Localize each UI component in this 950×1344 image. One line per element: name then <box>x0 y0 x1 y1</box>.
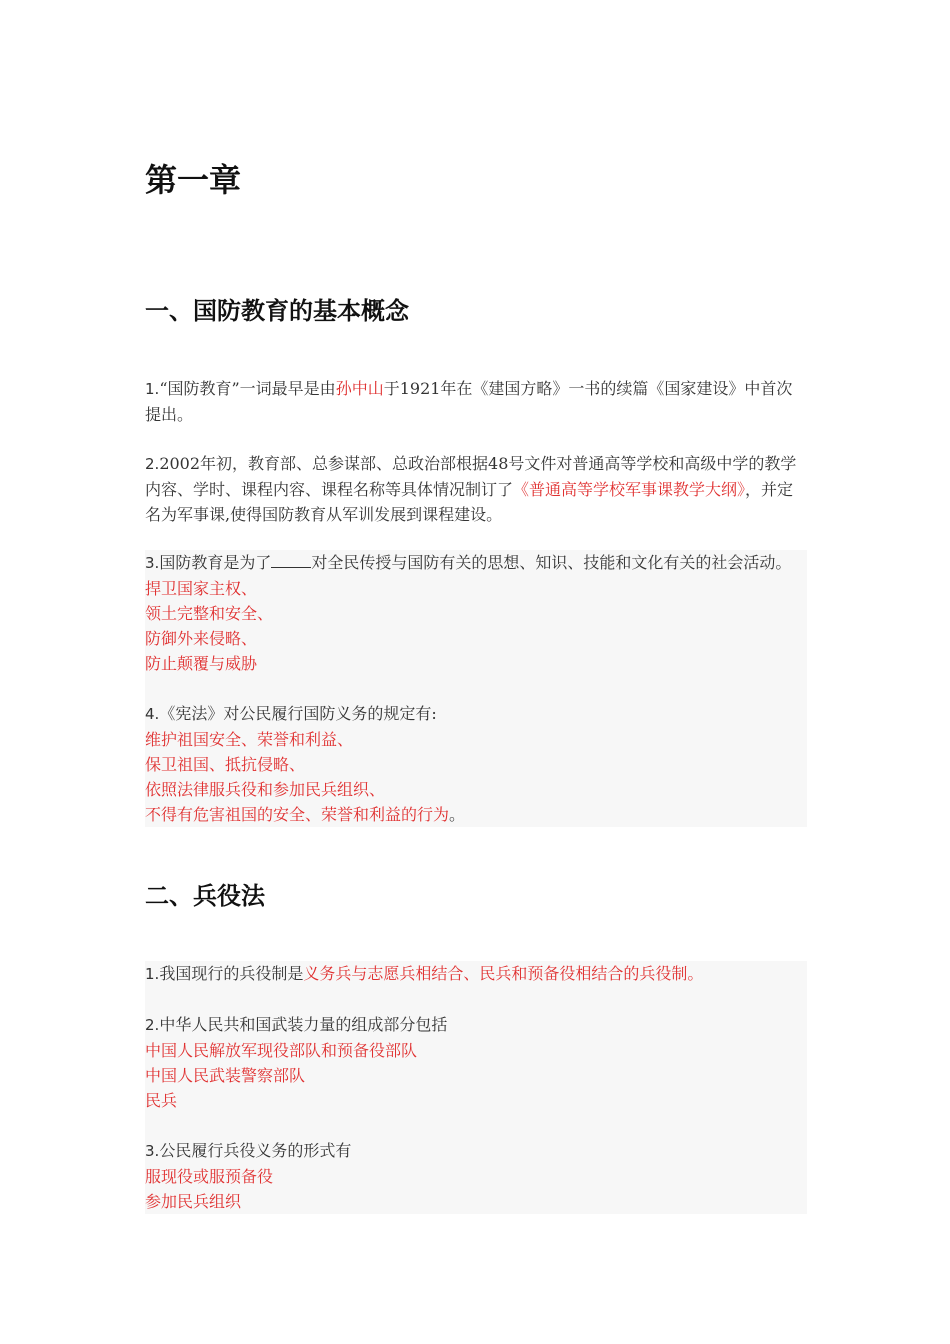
answer-line: 服现役或服预备役 <box>145 1167 274 1186</box>
answer-line: 参加民兵组织 <box>145 1192 242 1211</box>
question-number: 3. <box>145 554 160 572</box>
question-1-3 <box>145 550 807 676</box>
question-text: ，并定名为军事课,使得国防教育从军训发展到课程建设。 <box>145 480 794 524</box>
chapter-title: 第一章 <box>145 161 242 199</box>
answer-line-last <box>145 802 807 827</box>
question-text: “国防教育”一词最早是由 <box>159 379 336 398</box>
question-text: 中华人民共和国武装力量的组成部分包括 <box>159 1015 448 1034</box>
answer-text: 不得有危害祖国的安全、荣誉和利益的行为 <box>145 805 450 824</box>
question-text: 对全民传授与国防有关的思想、知识、技能和文化有关的社会活动。 <box>311 553 792 572</box>
spacer <box>145 676 807 701</box>
question-number: 2. <box>145 455 160 473</box>
answer-text: 孙中山 <box>335 379 384 398</box>
answer-line: 防御外来侵略、 <box>145 629 258 648</box>
question-number: 3. <box>145 1142 160 1160</box>
answer-text: 义务兵与志愿兵相结合、民兵和预备役相结合的兵役制。 <box>303 964 704 983</box>
question-text: 于1921年在《建国方略》一书的续篇《国家建设》中首次提出。 <box>145 379 793 424</box>
question-number: 4. <box>145 705 160 723</box>
spacer <box>145 1113 807 1138</box>
question-text: 公民履行兵役义务的形式有 <box>159 1141 352 1160</box>
question-text: 国防教育是为了 <box>159 553 272 572</box>
question-number: 1. <box>145 380 160 398</box>
question-1-1 <box>145 376 807 427</box>
question-text: 我国现行的兵役制是 <box>159 964 304 983</box>
answer-line: 民兵 <box>145 1091 178 1110</box>
answer-line: 中国人民解放军现役部队和预备役部队 <box>145 1041 418 1060</box>
question-text: 《宪法》对公民履行国防义务的规定有: <box>159 704 437 723</box>
answer-text: 《普通高等学校军事课教学大纲》 <box>513 480 746 499</box>
question-2-1 <box>145 961 807 987</box>
section-heading-1: 一、国防教育的基本概念 <box>145 296 409 325</box>
shaded-question-group-2 <box>145 961 807 1214</box>
spacer <box>145 987 807 1012</box>
question-number: 1. <box>145 965 160 983</box>
section-heading-2: 二、兵役法 <box>145 881 265 910</box>
answer-line: 捍卫国家主权、 <box>145 579 258 598</box>
question-2-2 <box>145 1012 807 1113</box>
question-text: 2002年初，教育部、总参谋部、总政治部根据48号文件对普通高等学校和高级中学的教学内容、学时、课程内容、课程名称等具体情况制订了 <box>145 454 797 499</box>
question-1-2 <box>145 451 807 527</box>
answer-line: 领土完整和安全、 <box>145 604 274 623</box>
question-number: 2. <box>145 1016 160 1034</box>
answer-line: 依照法律服兵役和参加民兵组织、 <box>145 780 386 799</box>
answer-line: 保卫祖国、抵抗侵略、 <box>145 755 306 774</box>
answer-line: 中国人民武装警察部队 <box>145 1066 306 1085</box>
sentence-end: 。 <box>449 805 466 824</box>
question-2-3 <box>145 1138 807 1214</box>
shaded-question-group-1 <box>145 550 807 827</box>
answer-line: 防止颠覆与威胁 <box>145 654 258 673</box>
fill-blank <box>271 551 311 568</box>
question-1-4 <box>145 701 807 827</box>
answer-line: 维护祖国安全、荣誉和利益、 <box>145 730 354 749</box>
